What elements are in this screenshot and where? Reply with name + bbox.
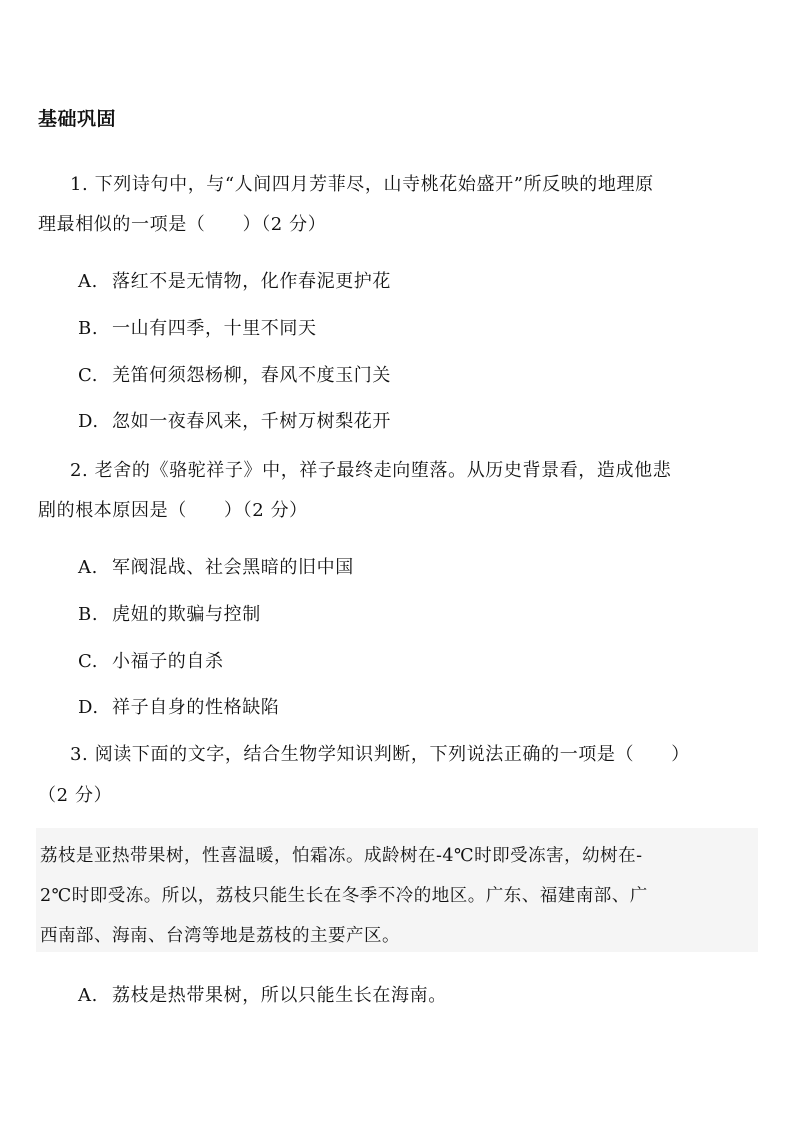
passage-line-1: 荔枝是亚热带果树，性喜温暖，怕霜冻。成龄树在-4℃时即受冻害，幼树在-	[40, 846, 643, 866]
option-text: 羌笛何须怨杨柳，春风不度玉门关	[112, 365, 391, 386]
question-1-option-c	[78, 361, 391, 387]
option-letter: A.	[78, 985, 98, 1006]
option-text: 荔枝是热带果树，所以只能生长在海南。	[112, 985, 447, 1006]
option-letter: B.	[78, 604, 99, 625]
option-letter: A.	[78, 271, 98, 292]
question-2-option-d	[78, 693, 279, 719]
question-1-option-b	[78, 314, 317, 340]
passage-line-3: 西南部、海南、台湾等地是荔枝的主要产区。	[40, 926, 400, 946]
question-2-option-c	[78, 647, 224, 673]
option-text: 小福子的自杀	[112, 651, 224, 672]
option-text: 落红不是无情物，化作春泥更护花	[112, 271, 391, 292]
question-2-line-2: 剧的根本原因是（ ）（2 分）	[38, 500, 308, 521]
question-1-line-1: 1. 下列诗句中，与“人间四月芳菲尽，山寺桃花始盛开”所反映的地理原	[70, 174, 654, 195]
option-text: 忽如一夜春风来，千树万树梨花开	[112, 411, 391, 432]
option-text: 祥子自身的性格缺陷	[112, 697, 280, 718]
passage-line-2: 2℃时即受冻。所以，荔枝只能生长在冬季不冷的地区。广东、福建南部、广	[40, 886, 648, 906]
option-letter: D.	[78, 697, 99, 718]
question-2-option-b	[78, 600, 261, 626]
option-letter: A.	[78, 557, 98, 578]
option-letter: C.	[78, 365, 99, 386]
option-letter: B.	[78, 318, 99, 339]
option-letter: C.	[78, 651, 99, 672]
option-letter: D.	[78, 411, 99, 432]
question-1-option-a	[78, 267, 391, 293]
question-2-line-1: 2. 老舍的《骆驼祥子》中，祥子最终走向堕落。从历史背景看，造成他悲	[70, 460, 672, 481]
reading-passage	[36, 828, 758, 952]
question-3-line-2: （2 分）	[38, 785, 113, 806]
option-text: 军阀混战、社会黑暗的旧中国	[112, 557, 354, 578]
question-2-option-a	[78, 553, 354, 579]
option-text: 一山有四季，十里不同天	[112, 318, 317, 339]
question-1-line-2: 理最相似的一项是（ ）（2 分）	[38, 214, 327, 235]
question-3-option-a	[78, 981, 447, 1007]
section-title: 基础巩固	[38, 108, 117, 130]
question-1-option-d	[78, 407, 391, 433]
question-3-line-1: 3. 阅读下面的文字，结合生物学知识判断，下列说法正确的一项是（ ）	[70, 744, 690, 765]
option-text: 虎妞的欺骗与控制	[112, 604, 261, 625]
